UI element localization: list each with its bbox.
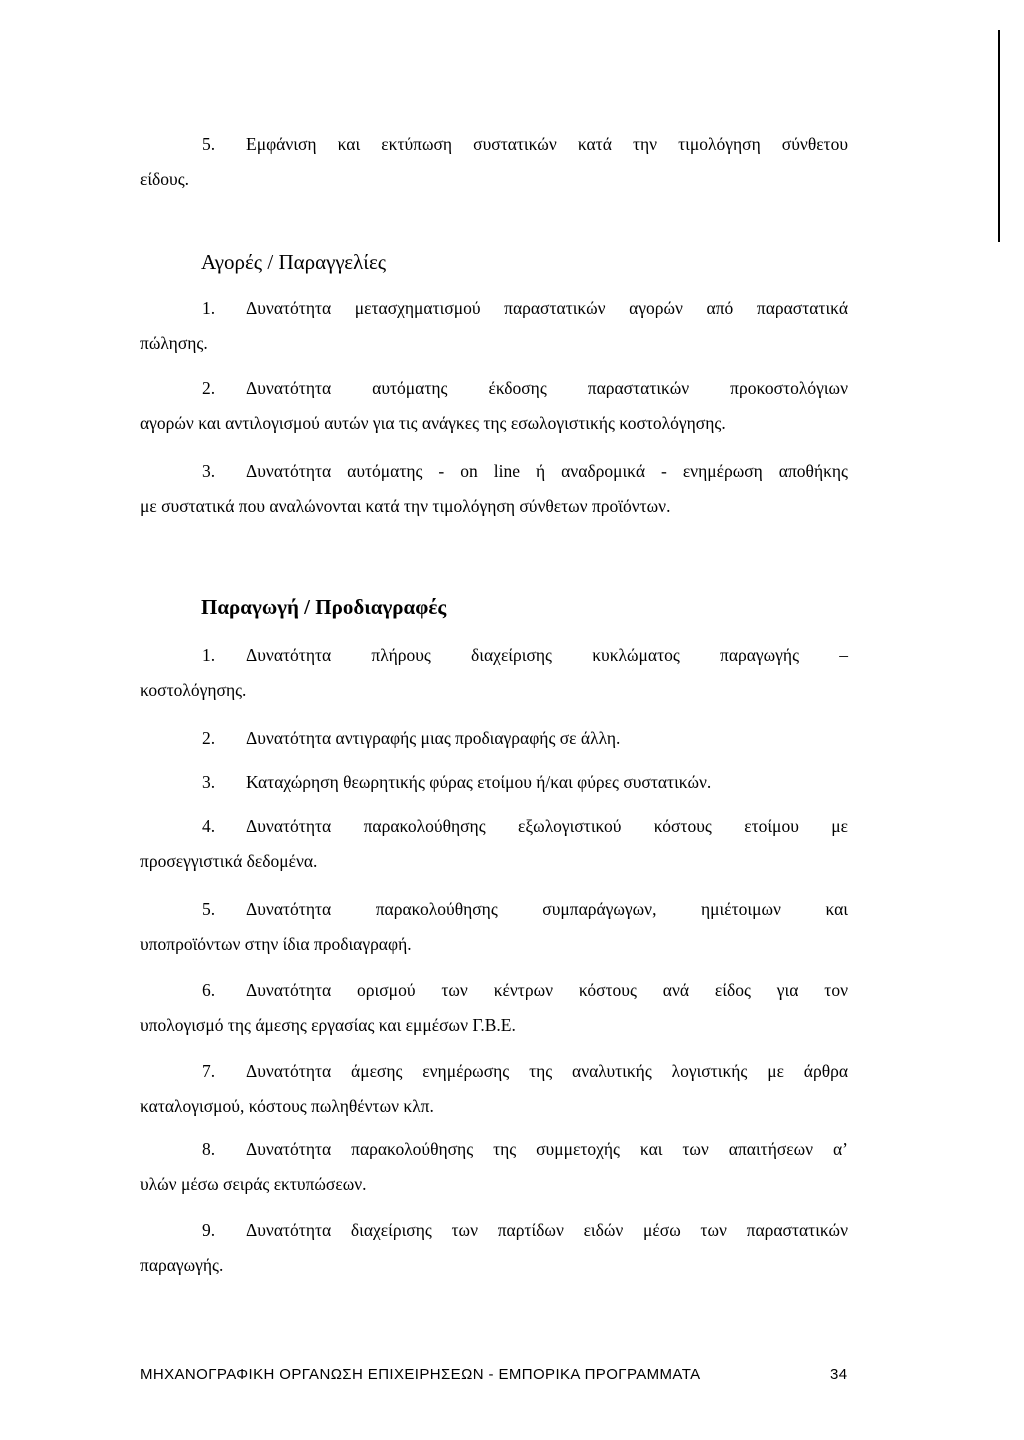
item-number: 9. — [202, 1220, 216, 1240]
item-text-line1: Δυνατότητα άμεσης ενημέρωσης της αναλυτικής λογιστικής με άρθρα — [246, 1061, 848, 1081]
footer-title: ΜΗΧΑΝΟΓΡΑΦΙΚΗ ΟΡΓΑΝΩΣΗ ΕΠΙΧΕΙΡΗΣΕΩΝ - ΕΜΠΟΡΙΚΑ ΠΡΟΓΡΑΜΜΑΤΑ — [140, 1366, 701, 1383]
item-text-line1: Δυνατότητα αυτόματης έκδοσης παραστατικών προκοστολόγιων — [246, 378, 848, 398]
item-number: 7. — [202, 1061, 216, 1081]
item-text-line1: Δυνατότητα αυτόματης - on line ή αναδρομικά - ενημέρωση αποθήκης — [246, 461, 848, 481]
item-number: 2. — [202, 728, 216, 748]
item-number: 4. — [202, 816, 216, 836]
item-text-line1: Καταχώρηση θεωρητικής φύρας ετοίμου ή/και φύρες συστατικών. — [246, 772, 712, 792]
item-text-line1: Εμφάνιση και εκτύπωση συστατικών κατά την τιμολόγηση σύνθετου — [246, 134, 848, 154]
item-text-line1: Δυνατότητα παρακολούθησης εξωλογιστικού κόστους ετοίμου με — [246, 816, 848, 836]
page-number: 34 — [830, 1366, 848, 1383]
item-text-line1: Δυνατότητα παρακολούθησης συμπαράγωγων, ημιέτοιμων και — [246, 899, 848, 919]
list-item — [140, 459, 848, 518]
section-heading-purchases: Αγορές / Παραγγελίες — [201, 250, 387, 274]
item-text-line2: πώλησης. — [140, 333, 208, 353]
item-text-line2: προσεγγιστικά δεδομένα. — [140, 851, 318, 871]
scan-edge-line — [998, 30, 1000, 242]
item-text-line2: είδους. — [140, 169, 190, 189]
item-number: 1. — [202, 645, 216, 665]
list-item — [140, 643, 848, 702]
list-item — [140, 132, 848, 191]
list-item — [140, 897, 848, 956]
item-text-line2: με συστατικά που αναλώνονται κατά την τιμολόγηση σύνθετων προϊόντων. — [140, 496, 671, 516]
item-number: 5. — [202, 134, 216, 154]
item-text-line2: υπολογισμό της άμεσης εργασίας και εμμέσων Γ.Β.Ε. — [140, 1015, 516, 1035]
list-item — [140, 814, 848, 873]
item-number: 8. — [202, 1139, 216, 1159]
list-item — [140, 1137, 848, 1196]
item-number: 1. — [202, 298, 216, 318]
item-text-line2: υλών μέσω σειράς εκτυπώσεων. — [140, 1174, 367, 1194]
list-item — [140, 296, 848, 355]
list-item — [140, 1059, 848, 1118]
item-number: 6. — [202, 980, 216, 1000]
item-text-line2: καταλογισμού, κόστους πωληθέντων κλπ. — [140, 1096, 434, 1116]
item-text-line2: αγορών και αντιλογισμού αυτών για τις ανάγκες της εσωλογιστικής κοστολόγησης. — [140, 413, 726, 433]
list-item — [140, 726, 848, 750]
item-text-line1: Δυνατότητα μετασχηματισμού παραστατικών αγορών από παραστατικά — [246, 298, 848, 318]
item-text-line1: Δυνατότητα πλήρους διαχείρισης κυκλώματος παραγωγής – — [246, 645, 848, 665]
list-item — [140, 1218, 848, 1277]
list-item — [140, 770, 848, 794]
item-text-line2: κοστολόγησης. — [140, 680, 247, 700]
list-item — [140, 978, 848, 1037]
list-item — [140, 376, 848, 435]
item-text-line2: υποπροϊόντων στην ίδια προδιαγραφή. — [140, 934, 412, 954]
item-text-line1: Δυνατότητα αντιγραφής μιας προδιαγραφής σε άλλη. — [246, 728, 621, 748]
item-text-line1: Δυνατότητα ορισμού των κέντρων κόστους ανά είδος για τον — [246, 980, 848, 1000]
page-footer — [140, 1366, 850, 1383]
item-number: 3. — [202, 772, 216, 792]
item-number: 5. — [202, 899, 216, 919]
item-text-line2: παραγωγής. — [140, 1255, 224, 1275]
item-number: 2. — [202, 378, 216, 398]
item-number: 3. — [202, 461, 216, 481]
item-text-line1: Δυνατότητα παρακολούθησης της συμμετοχής και των απαιτήσεων α’ — [246, 1139, 848, 1159]
item-text-line1: Δυνατότητα διαχείρισης των παρτίδων ειδών μέσω των παραστατικών — [246, 1220, 848, 1240]
section-heading-production: Παραγωγή / Προδιαγραφές — [201, 595, 447, 619]
